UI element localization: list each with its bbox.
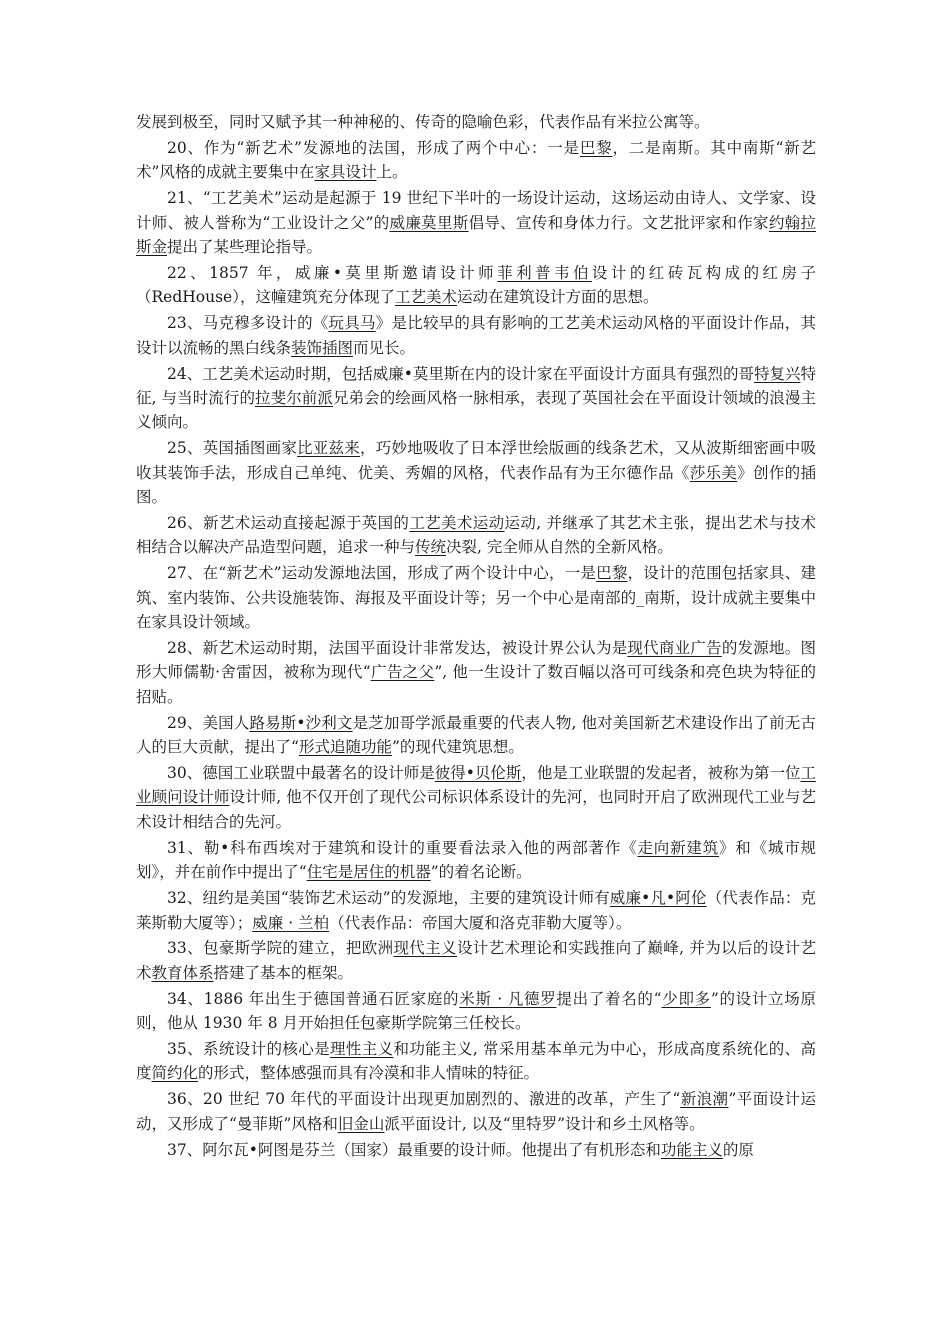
answer-fill: 新浪潮 <box>680 1090 729 1109</box>
paragraph <box>136 311 816 360</box>
paragraph <box>136 1138 816 1162</box>
text-segment: 27、在“新艺术”运动发源地法国，形成了两个设计中心，一是 <box>167 564 597 583</box>
text-segment: 》和《城市规划》，并在前作中提出了“ <box>136 838 816 882</box>
text-segment: 21、“工艺美术”运动是起源于 19 世纪下半叶的一场设计运动，这场运动由诗人、文学家、设计师、被人誉称为“工业设计之父”的 <box>136 189 816 232</box>
text-segment: 而见长。 <box>353 338 416 357</box>
text-segment: 设计的红砖瓦构成的红房子（RedHouse），这幢建筑充分体现了 <box>136 263 816 307</box>
text-segment: 》创作的插图。 <box>136 463 816 507</box>
paragraph <box>136 186 816 259</box>
text-segment: 的形式，整体感强而具有冷漠和非人情味的特征。 <box>198 1064 540 1083</box>
answer-fill: 少即多 <box>661 989 711 1008</box>
paragraph <box>136 362 816 435</box>
answer-fill: 比亚兹来 <box>297 439 361 458</box>
paragraph <box>136 987 816 1036</box>
answer-fill: 现代主义 <box>393 939 457 958</box>
paragraph <box>136 1087 816 1136</box>
text-segment: 的原 <box>722 1140 754 1159</box>
answer-fill: 旧金山 <box>337 1114 385 1133</box>
answer-fill: 理性主义 <box>329 1040 394 1059</box>
text-segment: 提出了着名的“ <box>556 989 662 1008</box>
answer-fill: 形式追随功能 <box>298 738 392 757</box>
answer-fill: 路易斯•沙利文 <box>249 713 353 732</box>
text-segment: ”的设计立场原则，他从 1930 年 8 月开始担任包豪斯学院第三任校长。 <box>136 989 816 1033</box>
text-segment: ，巧妙地吸收了日本浮世绘版画的线条艺术，又从波斯细密画中吸收其装饰手法，形成自己单纯、优美、秀媚的风格，代表作品有为王尔德作品《 <box>136 439 816 482</box>
text-segment: ，二是南斯。其中南斯“新艺术”风格的成就主要集中在 <box>136 138 816 182</box>
answer-fill: 菲利普韦伯 <box>497 263 592 282</box>
answer-fill: 广告之父 <box>370 663 435 682</box>
text-segment: ”平面设计运动，又形成了“曼菲斯”风格和 <box>136 1090 816 1133</box>
text-segment: 上。 <box>376 163 408 182</box>
answer-fill: 简约化 <box>151 1064 199 1083</box>
text-segment: 28、新艺术运动时期，法国平面设计非常发达，被设计界公认为是 <box>167 639 628 658</box>
paragraph <box>136 636 816 709</box>
text-segment: 运动, 并继承了其艺术主张，提出艺术与技术相结合以解决产品造型问题，追求一种与 <box>136 514 816 557</box>
answer-fill: 威廉•凡•阿伦 <box>609 889 707 908</box>
answer-fill: 威廉莫里斯 <box>389 213 469 232</box>
text-segment: 兄弟会的绘画风格一脉相承，表现了英国社会在平面设计领域的浪漫主义倾向。 <box>136 388 816 432</box>
answer-fill: 巴黎 <box>596 564 628 583</box>
text-segment: ，设计的范围包括家具、建筑、室内装饰、公共设施装饰、海报及平面设计等；另一个中心是南部的_南斯，设计成就主要集中在家具设计领域。 <box>136 564 816 632</box>
answer-fill: 约翰拉斯金 <box>136 213 816 257</box>
text-segment: 搭建了基本的框架。 <box>213 963 354 982</box>
paragraph <box>136 711 816 760</box>
text-segment: 决裂, 完全师从自然的全新风格。 <box>446 538 673 557</box>
document-body <box>136 110 816 1164</box>
text-segment: 派平面设计, 以及“里特罗”设计和乡土风格等。 <box>384 1114 705 1133</box>
text-segment: 24、工艺美术运动时期，包括威廉•莫里斯在内的设计家在平面设计方面具有强烈的哥 <box>167 364 754 383</box>
paragraph <box>136 136 816 185</box>
text-segment: 设计师, 他不仅开创了现代公司标识体系设计的先河，也同时开启了欧洲现代工业与艺术设计相结合的先河。 <box>136 788 816 831</box>
text-segment: 的发源地。图形大师儒勒·舍雷因，被称为现代“ <box>136 639 816 682</box>
text-segment: （代表作品：帝国大厦和洛克菲勒大厦等）。 <box>329 913 632 932</box>
paragraph <box>136 110 816 134</box>
paragraph <box>136 761 816 834</box>
answer-fill: 走向新建筑 <box>637 838 719 857</box>
answer-fill: 巴黎 <box>579 138 613 157</box>
text-segment: 运动在建筑设计方面的思想。 <box>457 288 659 307</box>
answer-fill: 住宅是居住的机器 <box>306 863 431 882</box>
answer-fill: 工艺美术运动 <box>409 514 505 532</box>
text-segment: 34、1886 年出生于德国普通石匠家庭的 <box>167 989 460 1008</box>
text-segment: 25、英国插图画家 <box>167 439 298 458</box>
text-segment: 倡导、宣传和身体力行。文艺批评家和作家 <box>468 213 769 232</box>
paragraph <box>136 936 816 985</box>
answer-fill: 威廉 · 兰柏 <box>252 913 330 932</box>
text-segment: 36、20 世纪 70 年代的平面设计出现更加剧烈的、激进的改革，产生了“ <box>167 1090 681 1109</box>
paragraph <box>136 561 816 634</box>
paragraph <box>136 1037 816 1086</box>
text-segment: 设计艺术理论和实践推向了巅峰, 并为以后的设计艺术 <box>136 939 816 982</box>
answer-fill: 现代商业广告 <box>627 639 722 658</box>
text-segment: 23、马克穆多设计的《 <box>167 314 329 333</box>
answer-fill: 彼得•贝伦斯 <box>434 764 522 783</box>
answer-fill: 家具设计 <box>314 163 377 182</box>
text-segment: 30、德国工业联盟中最著名的设计师是 <box>167 764 435 783</box>
text-segment: ”, 他一生设计了数百幅以洛可可线条和亮色块为特征的招贴。 <box>136 663 816 706</box>
text-segment: 32、纽约是美国“装饰艺术运动”的发源地，主要的建筑设计师有 <box>167 889 610 908</box>
answer-fill: 拉斐尔前派 <box>255 388 333 407</box>
text-segment: 和功能主义, 常采用基本单元为中心，形成高度系统化的、高度 <box>136 1040 816 1083</box>
text-segment: 37、阿尔瓦•阿图是芬兰（国家）最重要的设计师。他提出了有机形态和 <box>167 1140 661 1159</box>
answer-fill: 教育体系 <box>151 963 214 982</box>
text-segment: 是芝加哥学派最重要的代表人物, 他对美国新艺术建设作出了前无古人的巨大贡献，提出了“ <box>136 713 816 757</box>
text-segment: ，他是工业联盟的发起者，被称为第一位 <box>521 764 801 783</box>
answer-fill: 功能主义 <box>660 1140 723 1159</box>
text-segment: 26、新艺术运动直接起源于英国的 <box>167 514 410 532</box>
text-segment: 35、系统设计的核心是 <box>167 1040 330 1059</box>
text-segment: ”的现代建筑思想。 <box>391 738 524 757</box>
text-segment: 33、包豪斯学院的建立，把欧洲 <box>167 939 394 958</box>
text-segment: ”的着名论断。 <box>430 863 532 882</box>
answer-fill: 装饰插图 <box>291 338 354 357</box>
answer-fill: 玩具马 <box>328 314 376 333</box>
answer-fill: 特复兴 <box>753 364 801 383</box>
text-segment: 》是比较早的具有影响的工艺美术运动风格的平面设计作品，其设计以流畅的黑白线条 <box>136 314 816 357</box>
text-segment: 发展到极至，同时又赋予其一种神秘的、传奇的隐喻色彩，代表作品有米拉公寓等。 <box>136 113 710 131</box>
text-segment: （代表作品：克莱斯勒大厦等）； <box>136 889 816 932</box>
answer-fill: 工艺美术 <box>394 288 457 307</box>
answer-fill: 工业顾问设计师 <box>136 764 816 807</box>
text-segment: 提出了某些理论指导。 <box>167 238 323 257</box>
paragraph <box>136 836 816 885</box>
text-segment: 31、勒•科布西埃对于建筑和设计的重要看法录入他的两部著作《 <box>167 838 638 857</box>
text-segment: 22、1857 年，威廉•莫里斯邀请设计师 <box>167 263 498 282</box>
answer-fill: 传统 <box>415 538 447 557</box>
answer-fill: 米斯 · 凡德罗 <box>459 989 557 1008</box>
paragraph <box>136 886 816 935</box>
text-segment: 特征, 与当时流行的 <box>136 364 816 407</box>
paragraph <box>136 511 816 560</box>
paragraph <box>136 261 816 310</box>
answer-fill: 莎乐美 <box>689 463 738 482</box>
text-segment: 20、作为“新艺术”发源地的法国，形成了两个中心：一是 <box>167 138 580 157</box>
text-segment: 29、美国人 <box>167 713 250 732</box>
paragraph <box>136 436 816 509</box>
